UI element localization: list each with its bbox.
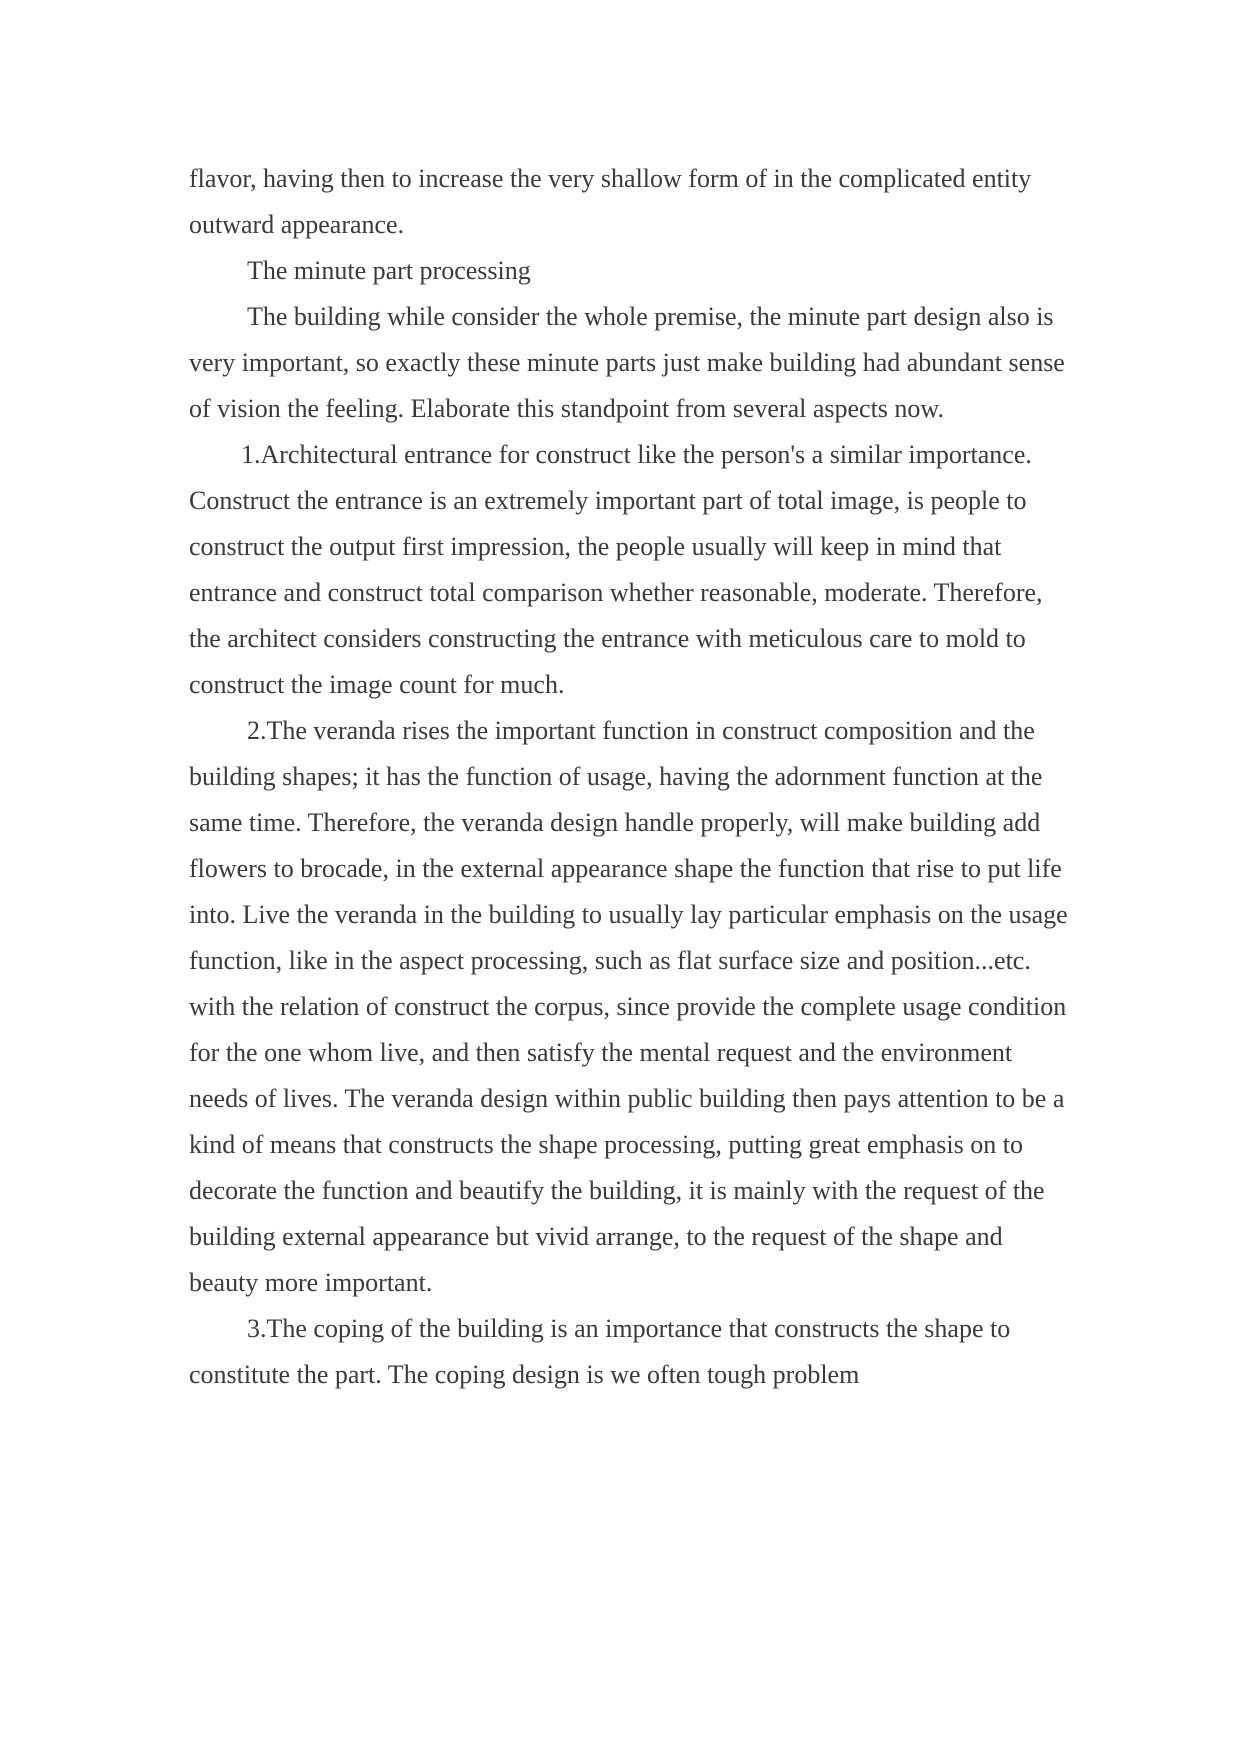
list-item-veranda: 2.The veranda rises the important function in construct composition and the building shapes; it has the function of usage, having the adornment function at the same time. Therefore, the veranda design handle properly, will make building add flowers to brocade, in the external appearance shape the function that rise to put life into. Live the veranda in the building to usually lay particular emphasis on the usage function, like in the aspect processing, such as flat surface size and position...etc. with the relation of construct the corpus, since provide the complete usage condition for the one whom live, and then satisfy the mental request and the environment needs of lives. The veranda design within public building then pays attention to be a kind of means that constructs the shape processing, putting great emphasis on to decorate the function and beautify the building, it is mainly with the request of the building external appearance but vivid arrange, to the request of the shape and beauty more important.	[189, 716, 1068, 1297]
body-text	[189, 156, 1069, 1398]
list-item-entrance: 1.Architectural entrance for construct like the person's a similar importance. Construct the entrance is an extremely important part of total image, is people to construct the output first impression, the people usually will keep in mind that entrance and construct total comparison whether reasonable, moderate. Therefore, the architect considers constructing the entrance with meticulous care to mold to construct the image count for much.	[189, 440, 1043, 699]
paragraph-continuation: flavor, having then to increase the very shallow form of in the complicated entity outward appearance.	[189, 164, 1032, 239]
list-item-coping: 3.The coping of the building is an importance that constructs the shape to constitute the part. The coping design is we often tough problem	[189, 1314, 1011, 1389]
section-heading: The minute part processing	[247, 256, 531, 285]
paragraph-intro: The building while consider the whole premise, the minute part design also is very important, so exactly these minute parts just make building had abundant sense of vision the feeling. Elaborate this standpoint from several aspects now.	[189, 302, 1065, 423]
